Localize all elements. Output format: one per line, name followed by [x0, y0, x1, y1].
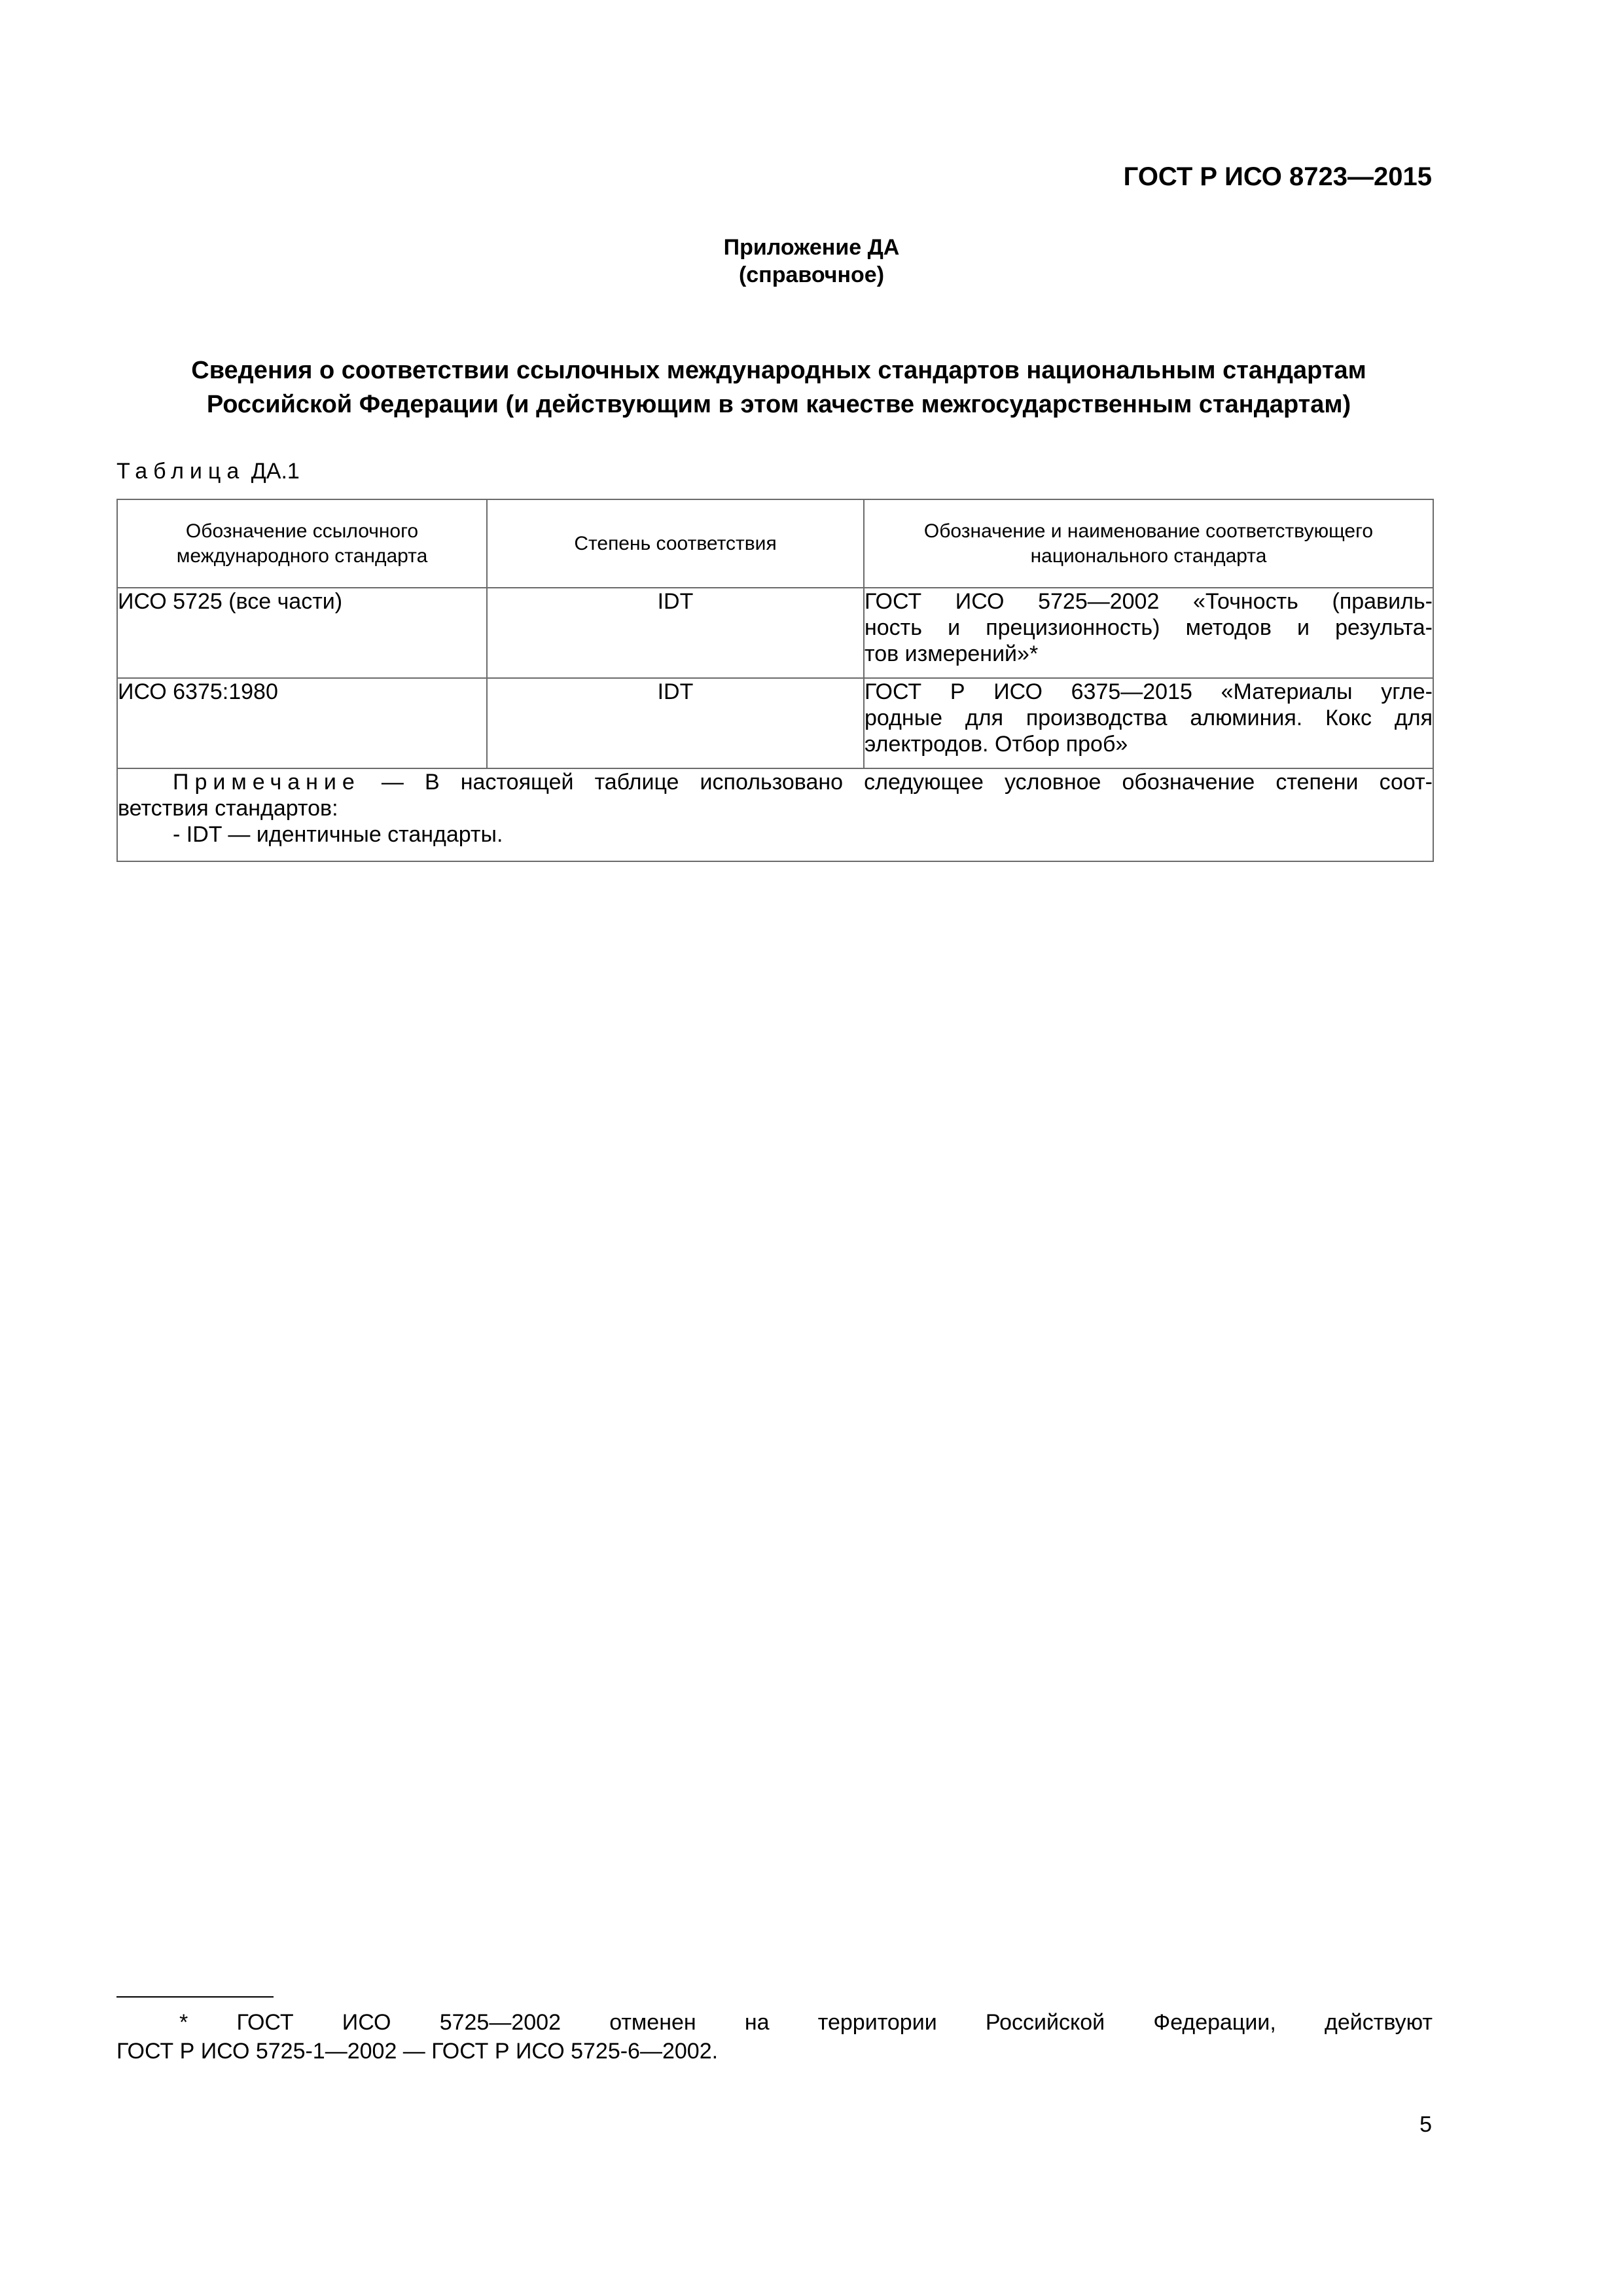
note-item: - IDT — идентичные стандарты.	[173, 822, 503, 847]
note-text-1: — В настоящей таблице использовано следующее условное обозначение степени соот-	[360, 770, 1433, 795]
footnote-divider	[116, 1996, 274, 1998]
column-header-reference: Обозначение ссылочного международного стандарта	[117, 499, 487, 588]
table-note	[117, 768, 1433, 861]
cell-reference: ИСО 6375:1980	[117, 678, 487, 768]
table-note-row	[117, 768, 1433, 861]
page-number: 5	[1419, 2112, 1432, 2137]
cell-national-line: ГОСТ ИСО 5725—2002 «Точность (правиль-	[865, 589, 1433, 614]
table-row	[117, 588, 1433, 678]
section-title	[98, 353, 1459, 422]
annex-title: Приложение ДА	[723, 235, 900, 260]
table-row	[117, 678, 1433, 768]
footnote-line-2: ГОСТ Р ИСО 5725-1—2002 — ГОСТ Р ИСО 5725-6—2002.	[116, 2039, 719, 2064]
section-title-line-2: Российской Федерации (и действующим в этом качестве межгосударственным стандартам)	[206, 391, 1351, 418]
cell-national	[864, 588, 1433, 678]
column-header-degree: Степень соответствия	[487, 499, 864, 588]
table-header-row	[117, 499, 1433, 588]
note-label: Примечание	[173, 770, 361, 795]
section-title-line-1: Сведения о соответствии ссылочных международных стандартов национальным стандартам	[191, 357, 1366, 384]
table-caption	[116, 458, 300, 484]
cell-national-line: ГОСТ Р ИСО 6375—2015 «Материалы угле-	[865, 679, 1433, 704]
document-code: ГОСТ Р ИСО 8723—2015	[1123, 162, 1432, 191]
cell-national-line: тов измерений»*	[865, 641, 1039, 666]
correspondence-table	[116, 499, 1434, 862]
note-line-1	[118, 769, 1433, 795]
cell-national-line: электродов. Отбор проб»	[865, 732, 1128, 757]
table-caption-word: Таблица	[116, 459, 245, 484]
cell-degree: IDT	[487, 588, 864, 678]
table-caption-id: ДА.1	[251, 459, 300, 484]
column-header-national: Обозначение и наименование соответствующего национального стандарта	[864, 499, 1433, 588]
footnote-line-1: * ГОСТ ИСО 5725—2002 отменен на территории Российской Федерации, действуют	[179, 2010, 1433, 2035]
annex-kind: (справочное)	[738, 262, 885, 287]
cell-national-line: ность и прецизионность) методов и результа-	[865, 615, 1433, 640]
cell-reference: ИСО 5725 (все части)	[117, 588, 487, 678]
cell-national-line: родные для производства алюминия. Кокс для	[865, 706, 1433, 730]
note-line-2: ветствия стандартов:	[118, 796, 338, 821]
annex-heading	[0, 234, 1623, 289]
cell-national	[864, 678, 1433, 768]
cell-degree: IDT	[487, 678, 864, 768]
footnote	[116, 2008, 1433, 2066]
